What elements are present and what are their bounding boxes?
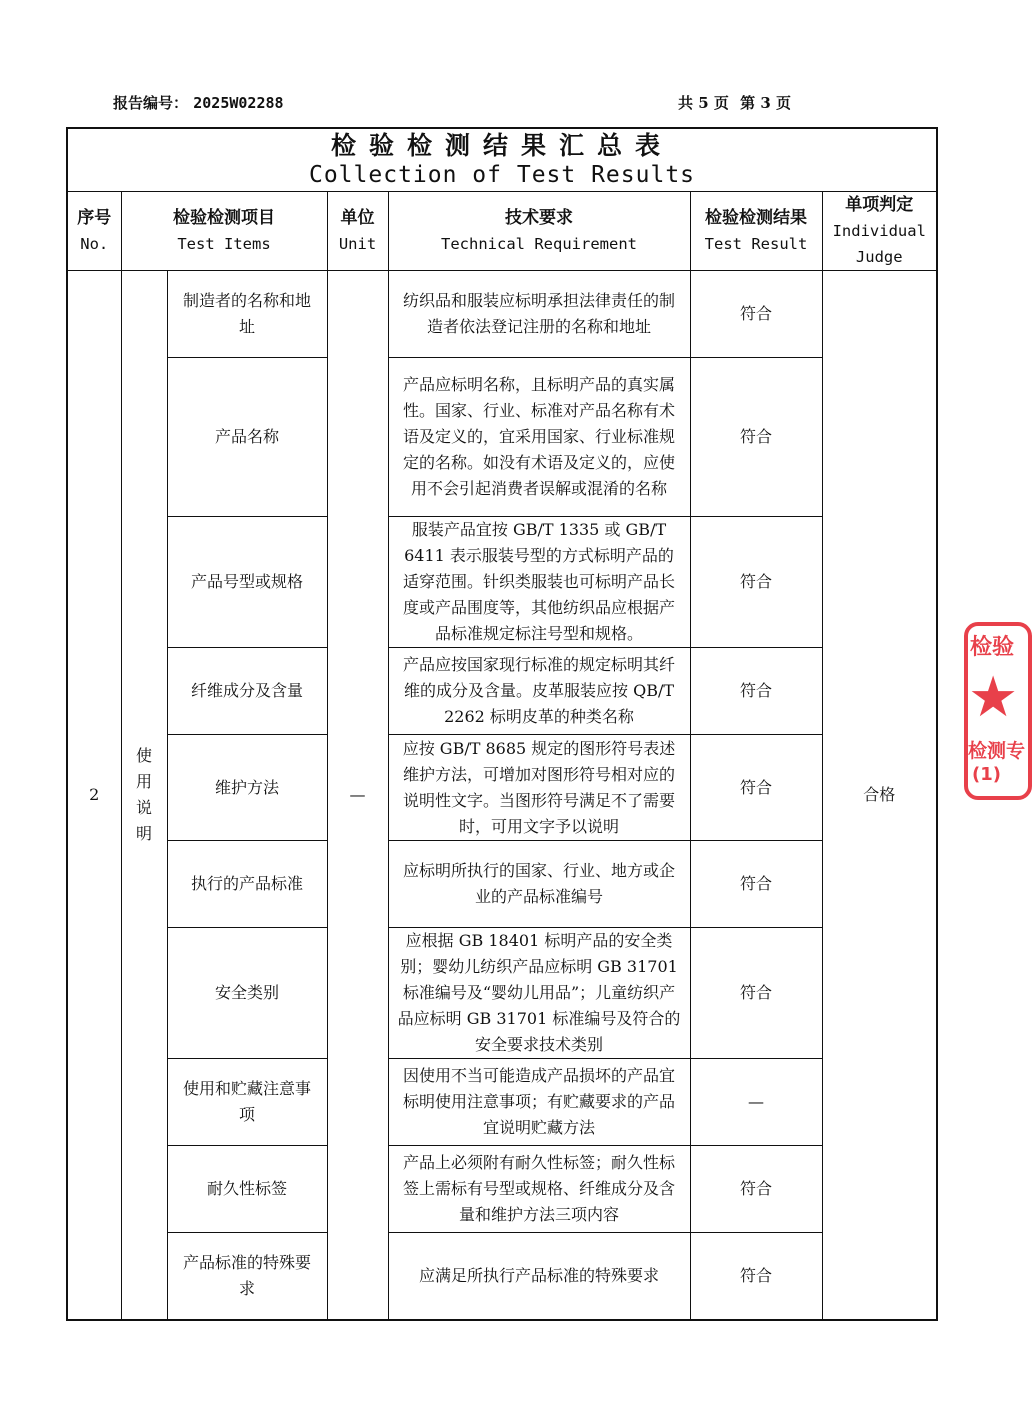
group-unit: — [327, 271, 388, 1320]
item-name: 产品号型或规格 [167, 517, 327, 648]
col-header-result: 检验检测结果 Test Result [690, 192, 822, 271]
col-header-requirement: 技术要求 Technical Requirement [388, 192, 690, 271]
item-requirement: 应根据 GB 18401 标明产品的安全类别；婴幼儿纺织产品应标明 GB 31701 标准编号及“婴幼儿用品”；儿童纺织产品应标明 GB 31701 标准编号及符合的安全要求技术类别 [388, 928, 690, 1059]
col-header-no: 序号 No. [67, 192, 121, 271]
header-row [67, 192, 937, 271]
item-result: 符合 [690, 928, 822, 1059]
report-number-line [113, 92, 284, 113]
table-row [67, 1233, 937, 1320]
table-row [67, 928, 937, 1059]
item-name: 产品标准的特殊要求 [167, 1233, 327, 1320]
table-row [67, 1146, 937, 1233]
seal-text-bottom: 检测专 [968, 740, 1026, 762]
item-name: 产品名称 [167, 358, 327, 517]
report-number-label: 报告编号： [113, 94, 189, 112]
item-name: 制造者的名称和地址 [167, 271, 327, 358]
col-header-items: 检验检测项目 Test Items [121, 192, 327, 271]
table-row [67, 271, 937, 358]
item-requirement: 应按 GB/T 8685 规定的图形符号表述维护方法，可增加对图形符号相对应的说明性文字。当图形符号满足不了需要时，可用文字予以说明 [388, 735, 690, 841]
item-result: 符合 [690, 648, 822, 735]
group-category: 使用说明 [121, 271, 167, 1320]
inspection-seal [964, 622, 1032, 800]
title-en: Collection of Test Results [308, 162, 696, 188]
total-pages: 共 5 页 [678, 94, 729, 112]
item-name: 执行的产品标准 [167, 841, 327, 928]
item-name: 耐久性标签 [167, 1146, 327, 1233]
page-indicator [678, 92, 797, 113]
current-page: 第 3 页 [740, 94, 792, 112]
results-table [66, 127, 938, 1321]
item-result: 符合 [690, 735, 822, 841]
item-requirement: 产品上必须附有耐久性标签；耐久性标签上需标有号型或规格、纤维成分及含量和维护方法三项内容 [388, 1146, 690, 1233]
group-number: 2 [67, 271, 121, 1320]
item-result: — [690, 1059, 822, 1146]
item-name: 使用和贮藏注意事项 [167, 1059, 327, 1146]
item-name: 维护方法 [167, 735, 327, 841]
item-result: 符合 [690, 1233, 822, 1320]
item-result: 符合 [690, 1146, 822, 1233]
group-judge: 合格 [822, 271, 937, 1320]
item-name: 安全类别 [167, 928, 327, 1059]
item-name: 纤维成分及含量 [167, 648, 327, 735]
item-requirement: 因使用不当可能造成产品损坏的产品宜标明使用注意事项；有贮藏要求的产品宜说明贮藏方法 [388, 1059, 690, 1146]
star-icon: ★ [968, 665, 1019, 730]
col-header-judge: 单项判定 Individual Judge [822, 192, 937, 271]
seal-text-top: 检验 [970, 635, 1015, 660]
title-cn: 检验检测结果汇总表 [330, 131, 673, 160]
item-requirement: 应标明所执行的国家、行业、地方或企业的产品标准编号 [388, 841, 690, 928]
item-result: 符合 [690, 358, 822, 517]
table-row [67, 517, 937, 648]
report-number: 2025W02288 [193, 94, 284, 112]
item-requirement: 产品应标明名称，且标明产品的真实属性。国家、行业、标准对产品名称有术语及定义的，宜采用国家、行业标准规定的名称。如没有术语及定义的，应使用不会引起消费者误解或混淆的名称 [388, 358, 690, 517]
col-header-unit: 单位 Unit [327, 192, 388, 271]
table-title [67, 128, 937, 192]
item-requirement: 服装产品宜按 GB/T 1335 或 GB/T 6411 表示服装号型的方式标明产品的适穿范围。针织类服装也可标明产品长度或产品围度等，其他纺织品应根据产品标准规定标注号型和规格。 [388, 517, 690, 648]
table-row [67, 358, 937, 517]
seal-number: (1) [972, 764, 1001, 785]
item-requirement: 产品应按国家现行标准的规定标明其纤维的成分及含量。皮革服装应按 QB/T 2262 标明皮革的种类名称 [388, 648, 690, 735]
item-requirement: 纺织品和服装应标明承担法律责任的制造者依法登记注册的名称和地址 [388, 271, 690, 358]
item-result: 符合 [690, 841, 822, 928]
table-row [67, 841, 937, 928]
item-result: 符合 [690, 517, 822, 648]
table-row [67, 1059, 937, 1146]
table-row [67, 648, 937, 735]
item-result: 符合 [690, 271, 822, 358]
table-row [67, 735, 937, 841]
item-requirement: 应满足所执行产品标准的特殊要求 [388, 1233, 690, 1320]
